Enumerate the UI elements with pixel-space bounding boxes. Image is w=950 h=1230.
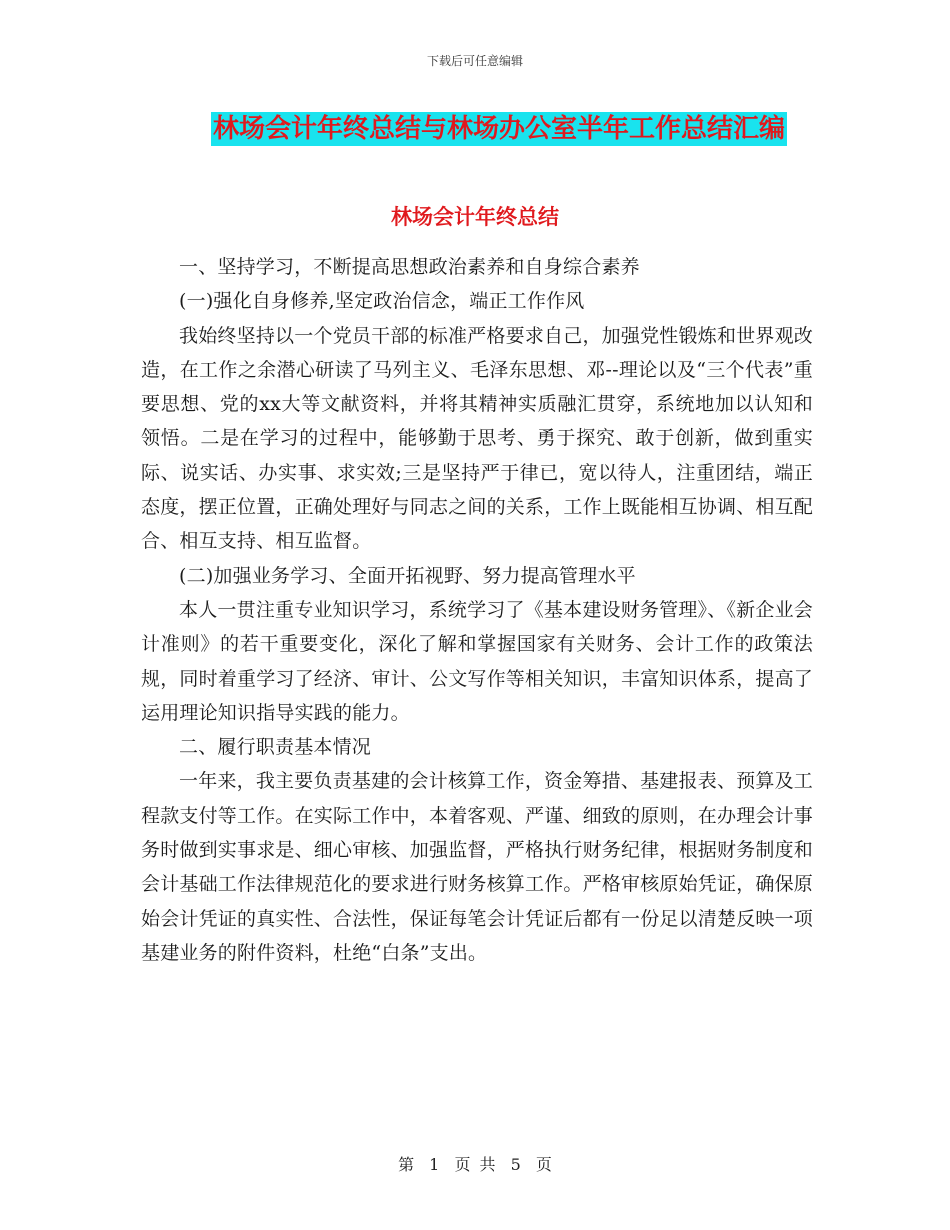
subheading-1: (一)强化自身修养,坚定政治信念，端正工作作风 — [179, 290, 585, 313]
document-title: 林场会计年终总结与林场办公室半年工作总结汇编 — [212, 114, 785, 144]
heading-2: 二、履行职责基本情况 — [179, 736, 372, 759]
body-paragraph: 一年来，我主要负责基建的会计核算工作，资金筹措、基建报表、预算及工程款支付等工作。在实际工作中，本着客观、严谨、细致的原则，在办理会计事务时做到实事求是、细心审核、加强监督，严格执行财务纪律，根据财务制度和会计基础工作法律规范化的要求进行财务核算工作。严格审核原始凭证，确保原始会计凭证的真实性、合法性，保证每笔会计凭证后都有一份足以清楚反映一项基建业务的附件资料，杜绝“白条”支出。 — [141, 770, 814, 964]
document-body — [141, 250, 813, 970]
footer-suffix: 页 — [535, 1155, 552, 1174]
document-title-container — [0, 112, 950, 146]
footer-prefix: 第 — [398, 1155, 415, 1174]
page-number: 1 — [429, 1155, 440, 1174]
subheading-2: (二)加强业务学习、全面开拓视野、努力提高管理水平 — [179, 564, 636, 587]
total-pages: 5 — [510, 1155, 521, 1174]
heading-1: 一、坚持学习，不断提高思想政治素养和自身综合素养 — [179, 256, 640, 278]
section-title: 林场会计年终总结 — [391, 205, 559, 229]
header-note: 下载后可任意编辑 — [426, 54, 523, 68]
page-footer — [0, 1152, 950, 1175]
footer-middle: 页 共 — [454, 1155, 496, 1174]
body-paragraph: 我始终坚持以一个党员干部的标准严格要求自己，加强党性锻炼和世界观改造，在工作之余潜心研读了马列主义、毛泽东思想、邓--理论以及“三个代表”重要思想、党的xx大等文献资料，并将其精神实质融汇贯穿，系统地加以认知和领悟。二是在学习的过程中，能够勤于思考、勇于探究、敢于创新，做到重实际、说实话、办实事、求实效;三是坚持严于律已，宽以待人，注重团结，端正态度，摆正位置，正确处理好与同志之间的关系，工作上既能相互协调、相互配合、相互支持、相互监督。 — [141, 324, 814, 553]
body-paragraph: 本人一贯注重专业知识学习，系统学习了《基本建设财务管理》、《新企业会计准则》的若干重要变化，深化了解和掌握国家有关财务、会计工作的政策法规，同时着重学习了经济、审计、公文写作等相关知识，丰富知识体系，提高了运用理论知识指导实践的能力。 — [141, 598, 814, 724]
